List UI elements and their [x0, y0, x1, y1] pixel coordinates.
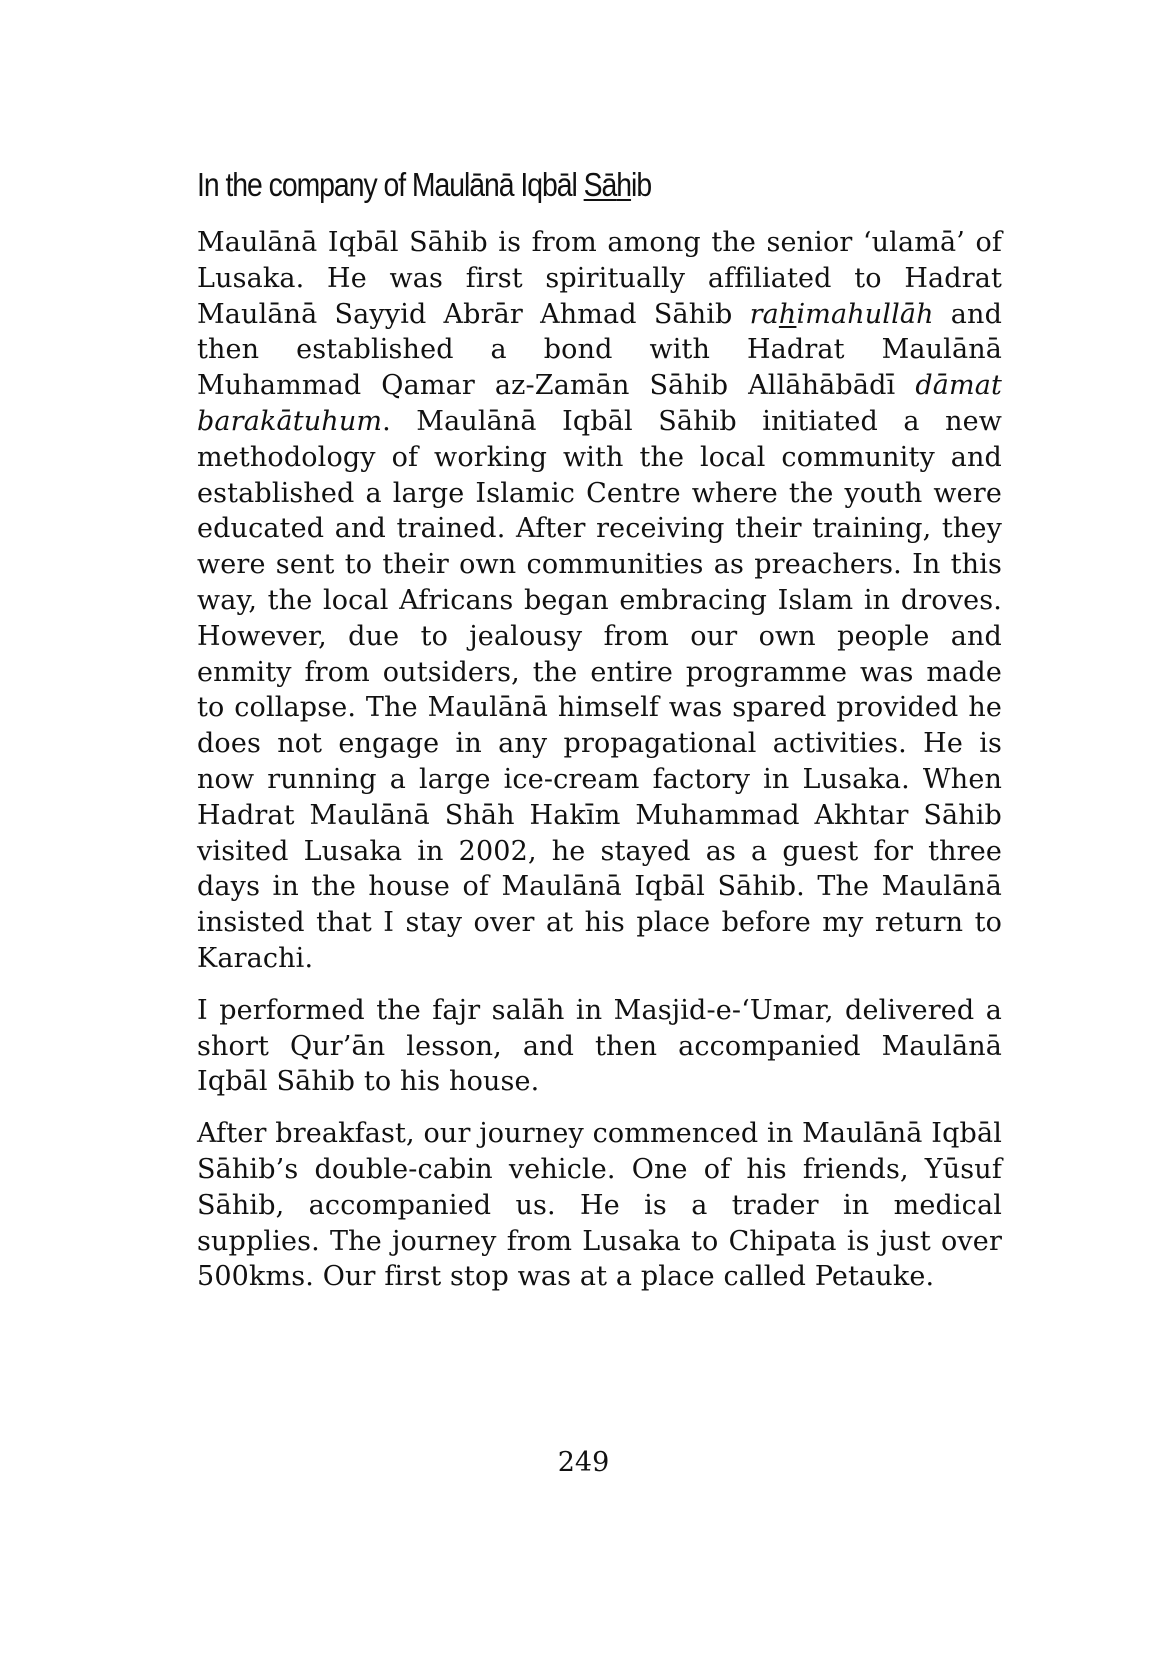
- italic-part-end: imahullāh: [796, 298, 934, 330]
- heading-underlined-letters: Sā: [583, 166, 617, 203]
- paragraph-1-text-b: and then established a bond with Hadrat Maulānā Muhammad Qamar az-Zamān Sāhib Allāhābādī: [197, 298, 1002, 402]
- italic-underlined-h: h: [778, 298, 797, 330]
- heading-text-end: ib: [631, 166, 652, 203]
- paragraph-3: After breakfast, our journey commenced in Maulānā Iqbāl Sāhib’s double-cabin vehicle. One of his friends, Yūsuf Sāhib, accompanied us. He is a trader in medical supplies. The journey from Lusaka to Chipata is just over 500kms. Our first stop was at a place called Petauke.: [197, 1118, 1002, 1293]
- body-text: [197, 225, 1002, 1311]
- page-number: 249: [557, 1447, 610, 1478]
- paragraph-1-text-a: Maulānā Iqbāl Sāhib is from among the senior ‘ulamā’ of Lusaka. He was first spiritually affiliated to Hadrat Maulānā Sayyid Abrār Ahmad Sāhib: [197, 227, 1002, 330]
- italic-part: ra: [749, 298, 779, 330]
- heading-underlined-h: h: [616, 166, 632, 203]
- heading-text: In the company of Maulānā Iqbāl: [197, 166, 584, 203]
- paragraph-2: I performed the fajr salāh in Masjid-e-‘Umar, delivered a short Qur’ān lesson, and then accompanied Maulānā Iqbāl Sāhib to his house.: [197, 994, 1002, 1098]
- paragraph-1-italic-term: [750, 299, 934, 330]
- paragraph-1: [197, 225, 1002, 977]
- section-heading: [197, 163, 885, 207]
- paragraph-1-italic-honorific: dāmat barakātuhum: [197, 370, 1002, 437]
- paragraph-1-text-c: . Maulānā Iqbāl Sāhib initiated a new methodology of working with the local community and established a large Islamic Centre where the youth were educated and trained. After receiving their training, they were sent to their own communities as preachers. In this way, the local Africans began embracing Islam in droves. However, due to jealousy from our own people and enmity from outsiders, the entire programme was made to collapse. The Maulānā himself was spared provided he does not engage in any propagational activities. He is now running a large ice-cream factory in Lusaka. When Hadrat Maulānā Shāh Hakīm Muhammad Akhtar Sāhib visited Lusaka in 2002, he stayed as a guest for three days in the house of Maulānā Iqbāl Sāhib. The Maulānā insisted that I stay over at his place before my return to Karachi.: [197, 405, 1002, 974]
